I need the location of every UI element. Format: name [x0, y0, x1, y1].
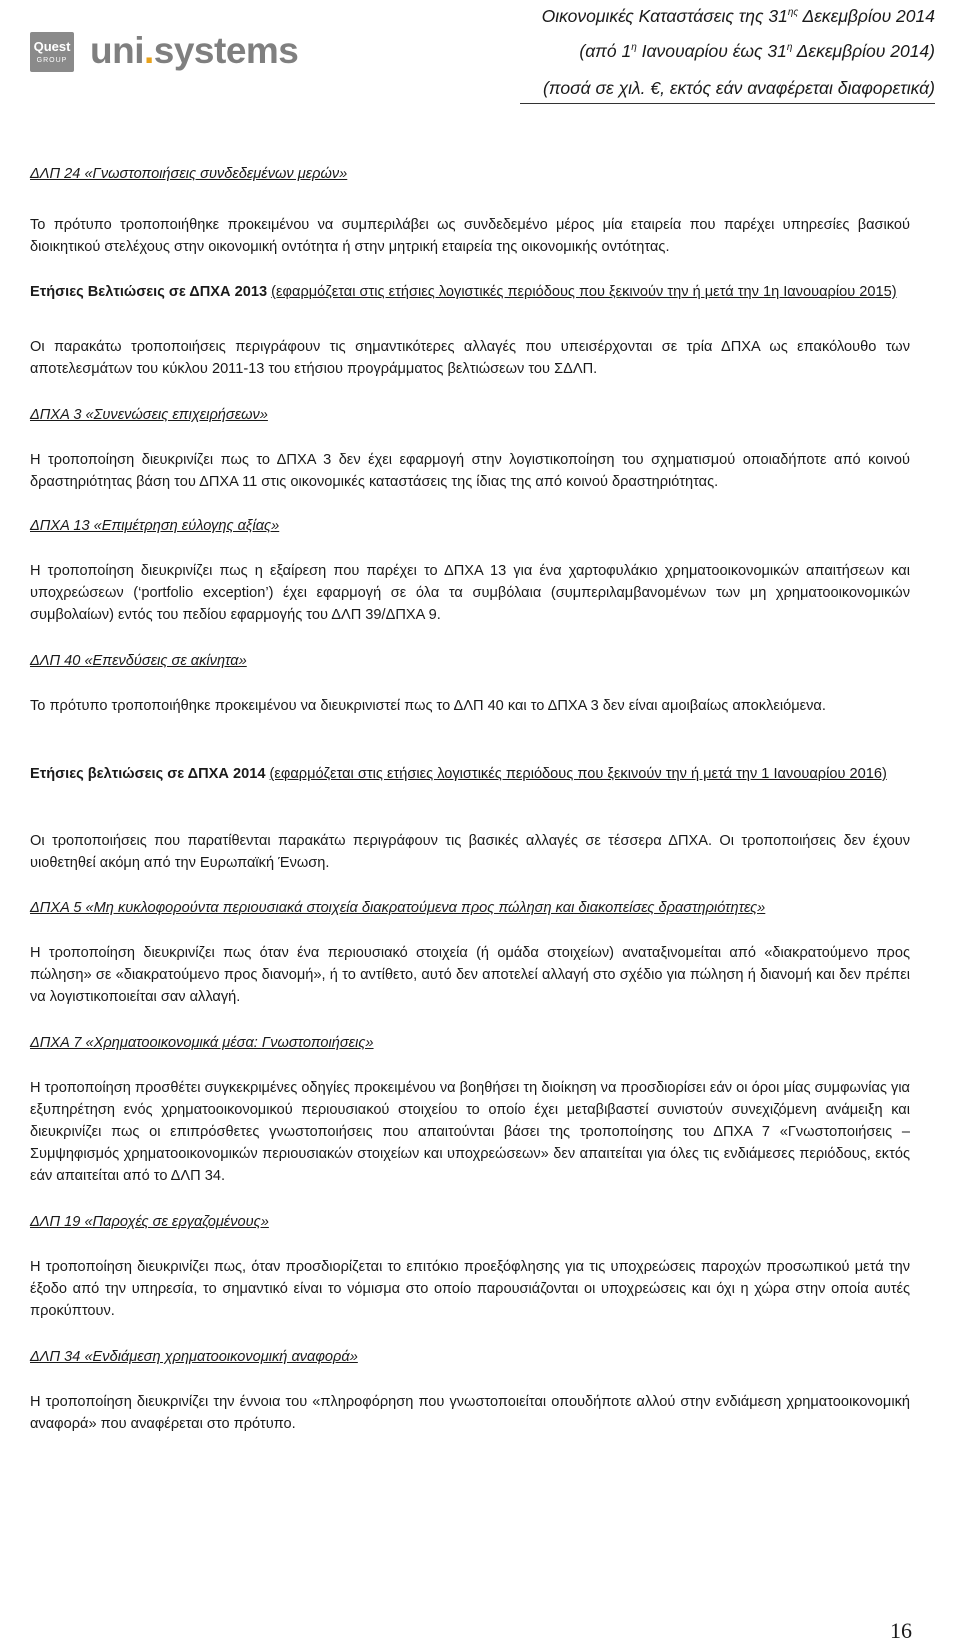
- page-header: [0, 0, 960, 100]
- ifrs13-paragraph: [30, 560, 910, 626]
- ias19-heading-text: ΔΛΠ 19 «Παροχές σε εργαζομένους»: [30, 1214, 269, 1230]
- ann2013-intro: [30, 336, 910, 380]
- ias24-text: Το πρότυπο τροποποιήθηκε προκειμένου να συμπεριλάβει ως συνδεδεμένο μέρος μία εταιρεία που παρέχει υπηρεσίες βασικού διοικητικού στελέχους στην οικονομική οντότητα ή στην μητρική εταιρεία της οικονομικής οντότητας.: [30, 217, 910, 255]
- ifrs5-paragraph: [30, 942, 910, 1008]
- unisystems-logo: [90, 30, 298, 72]
- ias19-text: Η τροποποίηση διευκρινίζει πως, όταν προσδιορίζεται το επιτόκιο προεξόφλησης για τις υποχρεώσεις παροχών προσωπικού μετά την έξοδο από την υπηρεσία, το σημαντικό είναι το νόμισμα στο οποίο παρουσιάζονται οι υποχρεώσεις και όχι η χώρα στην οποία αυτές προκύπτουν.: [30, 1259, 910, 1319]
- ias34-heading-text: ΔΛΠ 34 «Ενδιάμεση χρηματοοικονομική αναφορά»: [30, 1349, 358, 1365]
- ifrs13-text: Η τροποποίηση διευκρινίζει πως η εξαίρεση που παρέχει το ΔΠΧΑ 13 για ένα χαρτοφυλάκιο χρηματοοικονομικών απαιτήσεων και υποχρεώσεων (‘portfolio exception’) έχει εφαρμογή σε όλα τα συμβόλαια (συμπεριλαμβανομένων των μη χρηματοοικονομικών συμβολαίων) εντός του πεδίου εφαρμογής του ΔΛΠ 39/ΔΠΧΑ 9.: [30, 563, 910, 623]
- ann2013-applies: (εφαρμόζεται στις ετήσιες λογιστικές περιόδους που ξεκινούν την ή μετά την 1η Ιανουαρίου 2015): [271, 284, 897, 300]
- ifrs5-heading-text: ΔΠΧΑ 5 «Μη κυκλοφορούντα περιουσιακά στοιχεία διακρατούμενα προς πώληση και διακοπείσες δραστηριότητες»: [30, 900, 766, 916]
- header-line2-mid: Ιανουαρίου έως 31: [636, 41, 787, 61]
- ias40-text: Το πρότυπο τροποποιήθηκε προκειμένου να διευκρινιστεί πως το ΔΛΠ 40 και το ΔΠΧΑ 3 δεν είναι αμοιβαίως αποκλειόμενα.: [30, 698, 826, 714]
- header-line1-post: Δεκεμβρίου 2014: [798, 6, 935, 26]
- ias40-paragraph: [30, 695, 910, 717]
- header-line2-sup2: η: [786, 42, 793, 54]
- header-statement-title: [542, 6, 935, 27]
- ias34-paragraph: [30, 1391, 910, 1435]
- ias34-text: Η τροποποίηση διευκρινίζει την έννοια του «πληροφόρηση που γνωστοποιείται οπουδήποτε αλλού στην ενδιάμεση χρηματοοικονομική αναφορά» που αναφέρεται στο πρότυπο.: [30, 1394, 910, 1432]
- ias24-heading-text: ΔΛΠ 24 «Γνωστοποιήσεις συνδεδεμένων μερών»: [30, 166, 348, 182]
- logo-group-text: GROUP: [36, 57, 68, 64]
- ann2014-title: Ετήσιες βελτιώσεις σε ΔΠΧΑ 2014: [30, 766, 266, 782]
- logo-dot: .: [143, 30, 154, 71]
- ifrs13-heading: [30, 515, 910, 537]
- ias24-heading: [30, 163, 910, 185]
- ias19-heading: [30, 1211, 910, 1233]
- ifrs5-heading: [30, 897, 910, 919]
- ifrs7-heading-text: ΔΠΧΑ 7 «Χρηματοοικονομικά μέσα: Γνωστοποιήσεις»: [30, 1035, 374, 1051]
- header-line2-pre: (από 1: [579, 41, 632, 61]
- ann2014-intro-text: Οι τροποποιήσεις που παρατίθενται παρακάτω περιγράφουν τις βασικές αλλαγές σε τέσσερα ΔΠΧΑ. Οι τροποποιήσεις δεν έχουν υιοθετηθεί ακόμη από την Ευρωπαϊκή Ένωση.: [30, 833, 910, 871]
- ann2014-applies: (εφαρμόζεται στις ετήσιες λογιστικές περιόδους που ξεκινούν την ή μετά την 1 Ιανουαρίου 2016): [269, 766, 887, 782]
- ias19-paragraph: [30, 1256, 910, 1322]
- ifrs3-paragraph: [30, 449, 910, 493]
- page-number: 16: [890, 1618, 912, 1643]
- ifrs7-heading: [30, 1032, 910, 1054]
- header-currency-note: (ποσά σε χιλ. €, εκτός εάν αναφέρεται διαφορετικά): [543, 78, 935, 98]
- logo-uni-text: uni: [90, 30, 144, 71]
- annual-improvements-2013: [30, 281, 910, 303]
- ifrs13-heading-text: ΔΠΧΑ 13 «Επιμέτρηση εύλογης αξίας»: [30, 518, 280, 534]
- ifrs7-text: Η τροποποίηση προσθέτει συγκεκριμένες οδηγίες προκειμένου να βοηθήσει τη διοίκηση να προσδιορίσει εάν οι όροι μίας συμφωνίας για εξυπηρέτηση ενός χρηματοοικονομικού περιουσιακού στοιχείου το οποίο έχει μεταβιβαστεί συνιστούν συνεχιζόμενη ανάμειξη και διευκρινίζει πως οι επιπρόσθετες γνωστοποιήσεις που απαιτούνται βάσει της τροποποίησης του ΔΠΧΑ 7 «Γνωστοποιήσεις – Συμψηφισμός χρηματοοικονομικών περιουσιακών στοιχείων και υποχρεώσεων» δεν απαιτείται για όλες τις ενδιάμεσες περιόδους, εκτός εάν απαιτείται από το ΔΛΠ 34.: [30, 1080, 910, 1184]
- header-line2-post: Δεκεμβρίου 2014): [792, 41, 935, 61]
- ias40-heading: [30, 650, 910, 672]
- header-line1-text: Οικονομικές Καταστάσεις της 31: [541, 6, 788, 26]
- ifrs3-heading: [30, 404, 910, 426]
- header-line1-sup: ης: [787, 7, 799, 19]
- logo-quest-text: Quest: [33, 39, 71, 54]
- ifrs5-text: Η τροποποίηση διευκρινίζει πως όταν ένα περιουσιακό στοιχεία (ή ομάδα στοιχείων) αναταξινομείται από «διακρατούμενο προς πώληση» σε «διακρατούμενο προς διανομή», ή το αντίθετο, αυτό δεν αποτελεί αλλαγή στο σχέδιο για πώληση ή διανομή και δεν πρέπει να λογιστικοποιείται σαν αλλαγή.: [30, 945, 910, 1005]
- ifrs3-text: Η τροποποίηση διευκρινίζει πως το ΔΠΧΑ 3 δεν έχει εφαρμογή στην λογιστικοποίηση του σχηματισμού οποιαδήποτε από κοινού δραστηριότητας βάση του ΔΠΧΑ 11 στις οικονομικές καταστάσεις της ίδιας της από κοινού δραστηριότητας.: [30, 452, 910, 490]
- ifrs7-paragraph: [30, 1077, 910, 1187]
- ann2013-title: Ετήσιες Βελτιώσεις σε ΔΠΧΑ 2013: [30, 284, 268, 300]
- ias40-heading-text: ΔΛΠ 40 «Επενδύσεις σε ακίνητα»: [30, 653, 247, 669]
- ias34-heading: [30, 1346, 910, 1368]
- ias24-paragraph: [30, 214, 910, 258]
- ann2013-intro-text: Οι παρακάτω τροποποιήσεις περιγράφουν τις σημαντικότερες αλλαγές που υπεισέρχονται σε τρία ΔΠΧΑ ως επακόλουθο των αποτελεσμάτων του κύκλου 2011-13 του ετήσιου προγράμματος βελτιώσεων του ΣΔΛΠ.: [30, 339, 910, 377]
- logo-systems-text: systems: [153, 30, 299, 71]
- header-line2-sup1: η: [631, 42, 637, 54]
- header-period: [579, 41, 935, 62]
- ann2014-intro: [30, 830, 910, 874]
- quest-group-logo: [30, 32, 74, 72]
- header-divider: [520, 103, 935, 104]
- annual-improvements-2014: [30, 763, 910, 785]
- ifrs3-heading-text: ΔΠΧΑ 3 «Συνενώσεις επιχειρήσεων»: [30, 407, 268, 423]
